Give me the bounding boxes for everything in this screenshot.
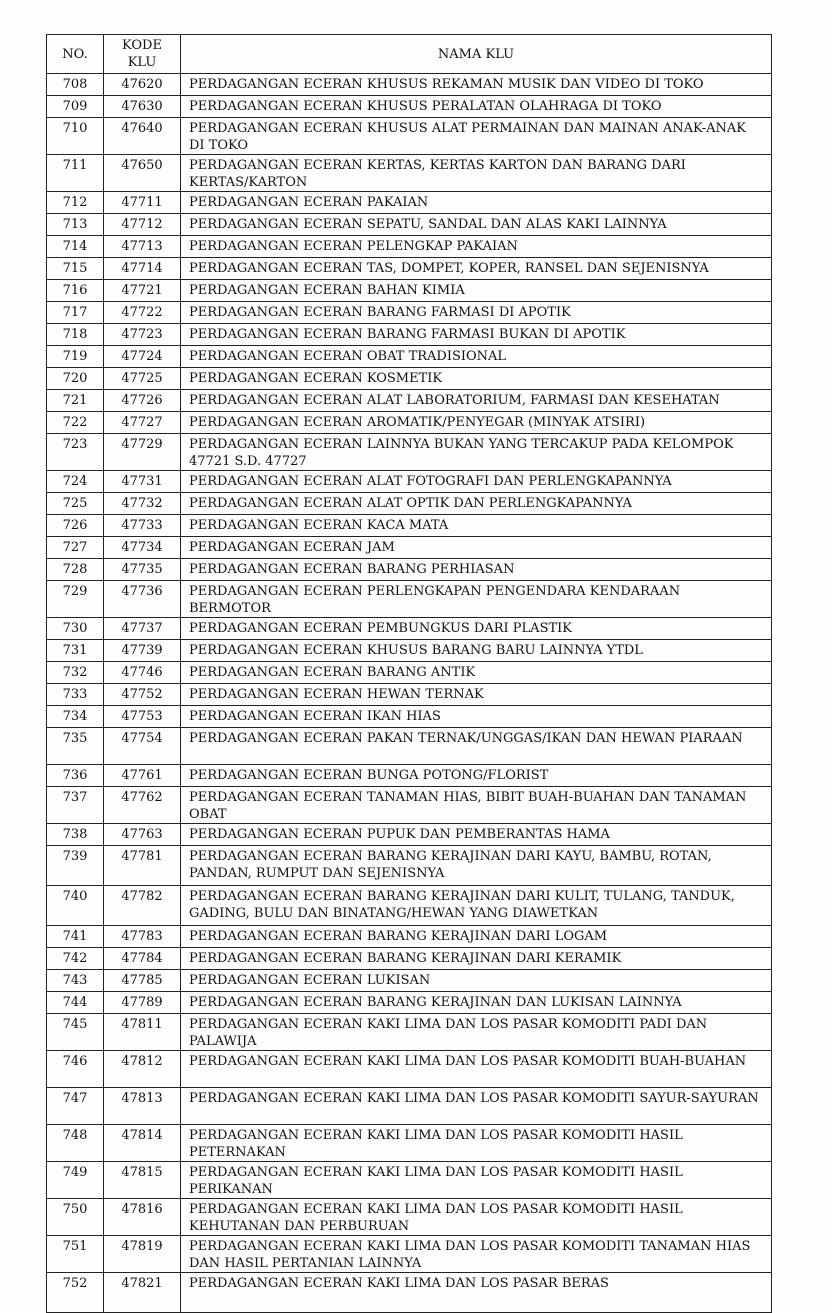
- row-no: 747: [47, 1088, 104, 1125]
- row-nama-klu: PERDAGANGAN ECERAN PAKAN TERNAK/UNGGAS/IKAN DAN HEWAN PIARAAN: [181, 728, 772, 765]
- table-row: [47, 324, 772, 346]
- row-kode-klu: 47630: [104, 96, 181, 118]
- row-kode-klu: 47752: [104, 684, 181, 706]
- table-row: [47, 618, 772, 640]
- row-kode-klu: 47721: [104, 280, 181, 302]
- row-nama-klu: PERDAGANGAN ECERAN JAM: [181, 537, 772, 559]
- row-nama-klu: PERDAGANGAN ECERAN KAKI LIMA DAN LOS PASAR KOMODITI BUAH-BUAHAN: [181, 1051, 772, 1088]
- row-nama-klu: PERDAGANGAN ECERAN ALAT LABORATORIUM, FARMASI DAN KESEHATAN: [181, 390, 772, 412]
- row-no: 729: [47, 581, 104, 618]
- row-kode-klu: 47811: [104, 1014, 181, 1051]
- row-kode-klu: 47814: [104, 1125, 181, 1162]
- row-no: 750: [47, 1199, 104, 1236]
- row-nama-klu: PERDAGANGAN ECERAN IKAN HIAS: [181, 706, 772, 728]
- row-kode-klu: 47731: [104, 471, 181, 493]
- header-row: [47, 35, 772, 74]
- row-kode-klu: 47724: [104, 346, 181, 368]
- row-nama-klu: PERDAGANGAN ECERAN ALAT FOTOGRAFI DAN PERLENGKAPANNYA: [181, 471, 772, 493]
- row-no: 709: [47, 96, 104, 118]
- row-kode-klu: 47729: [104, 434, 181, 471]
- row-no: 730: [47, 618, 104, 640]
- row-no: 752: [47, 1273, 104, 1313]
- table-row: [47, 824, 772, 846]
- table-row: [47, 390, 772, 412]
- row-nama-klu: PERDAGANGAN ECERAN BAHAN KIMIA: [181, 280, 772, 302]
- row-nama-klu: PERDAGANGAN ECERAN BARANG KERAJINAN DAN LUKISAN LAINNYA: [181, 992, 772, 1014]
- row-kode-klu: 47620: [104, 74, 181, 96]
- row-nama-klu: PERDAGANGAN ECERAN KHUSUS BARANG BARU LAINNYA YTDL: [181, 640, 772, 662]
- row-kode-klu: 47727: [104, 412, 181, 434]
- row-kode-klu: 47732: [104, 493, 181, 515]
- table-row: [47, 992, 772, 1014]
- table-row: [47, 192, 772, 214]
- row-nama-klu: PERDAGANGAN ECERAN KAKI LIMA DAN LOS PASAR KOMODITI PADI DAN PALAWIJA: [181, 1014, 772, 1051]
- row-no: 710: [47, 118, 104, 155]
- table-row: [47, 706, 772, 728]
- row-no: 715: [47, 258, 104, 280]
- row-kode-klu: 47723: [104, 324, 181, 346]
- row-kode-klu: 47785: [104, 970, 181, 992]
- table-row: [47, 236, 772, 258]
- row-nama-klu: PERDAGANGAN ECERAN BARANG KERAJINAN DARI KULIT, TULANG, TANDUK, GADING, BULU DAN BINATANG/HEWAN YANG DIAWETKAN: [181, 886, 772, 926]
- row-kode-klu: 47754: [104, 728, 181, 765]
- row-kode-klu: 47650: [104, 155, 181, 192]
- table-row: [47, 346, 772, 368]
- row-no: 727: [47, 537, 104, 559]
- klu-table: [46, 34, 772, 1313]
- row-nama-klu: PERDAGANGAN ECERAN HEWAN TERNAK: [181, 684, 772, 706]
- row-no: 736: [47, 765, 104, 787]
- row-no: 738: [47, 824, 104, 846]
- row-nama-klu: PERDAGANGAN ECERAN BARANG PERHIASAN: [181, 559, 772, 581]
- row-no: 748: [47, 1125, 104, 1162]
- table-row: [47, 258, 772, 280]
- row-nama-klu: PERDAGANGAN ECERAN ALAT OPTIK DAN PERLENGKAPANNYA: [181, 493, 772, 515]
- table-row: [47, 471, 772, 493]
- row-no: 720: [47, 368, 104, 390]
- table-row: [47, 1199, 772, 1236]
- row-kode-klu: 47781: [104, 846, 181, 886]
- row-kode-klu: 47782: [104, 886, 181, 926]
- table-row: [47, 434, 772, 471]
- row-nama-klu: PERDAGANGAN ECERAN KHUSUS ALAT PERMAINAN DAN MAINAN ANAK-ANAK DI TOKO: [181, 118, 772, 155]
- row-kode-klu: 47726: [104, 390, 181, 412]
- table-row: [47, 684, 772, 706]
- row-kode-klu: 47816: [104, 1199, 181, 1236]
- table-body: [47, 74, 772, 1313]
- row-no: 724: [47, 471, 104, 493]
- row-nama-klu: PERDAGANGAN ECERAN TANAMAN HIAS, BIBIT BUAH-BUAHAN DAN TANAMAN OBAT: [181, 787, 772, 824]
- row-nama-klu: PERDAGANGAN ECERAN SEPATU, SANDAL DAN ALAS KAKI LAINNYA: [181, 214, 772, 236]
- table-row: [47, 280, 772, 302]
- row-nama-klu: PERDAGANGAN ECERAN BARANG KERAJINAN DARI LOGAM: [181, 926, 772, 948]
- row-no: 733: [47, 684, 104, 706]
- table-row: [47, 515, 772, 537]
- row-kode-klu: 47783: [104, 926, 181, 948]
- row-nama-klu: PERDAGANGAN ECERAN PEMBUNGKUS DARI PLASTIK: [181, 618, 772, 640]
- row-no: 746: [47, 1051, 104, 1088]
- row-no: 740: [47, 886, 104, 926]
- row-nama-klu: PERDAGANGAN ECERAN BUNGA POTONG/FLORIST: [181, 765, 772, 787]
- row-nama-klu: PERDAGANGAN ECERAN LUKISAN: [181, 970, 772, 992]
- row-kode-klu: 47722: [104, 302, 181, 324]
- row-nama-klu: PERDAGANGAN ECERAN KAKI LIMA DAN LOS PASAR BERAS: [181, 1273, 772, 1313]
- row-nama-klu: PERDAGANGAN ECERAN KAKI LIMA DAN LOS PASAR KOMODITI HASIL PETERNAKAN: [181, 1125, 772, 1162]
- row-nama-klu: PERDAGANGAN ECERAN PUPUK DAN PEMBERANTAS HAMA: [181, 824, 772, 846]
- row-nama-klu: PERDAGANGAN ECERAN KHUSUS REKAMAN MUSIK DAN VIDEO DI TOKO: [181, 74, 772, 96]
- table-row: [47, 537, 772, 559]
- table-row: [47, 846, 772, 886]
- row-nama-klu: PERDAGANGAN ECERAN PELENGKAP PAKAIAN: [181, 236, 772, 258]
- row-kode-klu: 47739: [104, 640, 181, 662]
- table-row: [47, 559, 772, 581]
- row-nama-klu: PERDAGANGAN ECERAN KERTAS, KERTAS KARTON DAN BARANG DARI KERTAS/KARTON: [181, 155, 772, 192]
- row-nama-klu: PERDAGANGAN ECERAN KACA MATA: [181, 515, 772, 537]
- row-kode-klu: 47753: [104, 706, 181, 728]
- row-no: 714: [47, 236, 104, 258]
- table-row: [47, 1088, 772, 1125]
- row-nama-klu: PERDAGANGAN ECERAN TAS, DOMPET, KOPER, RANSEL DAN SEJENISNYA: [181, 258, 772, 280]
- row-nama-klu: PERDAGANGAN ECERAN KAKI LIMA DAN LOS PASAR KOMODITI HASIL KEHUTANAN DAN PERBURUAN: [181, 1199, 772, 1236]
- table-row: [47, 1014, 772, 1051]
- row-no: 745: [47, 1014, 104, 1051]
- row-nama-klu: PERDAGANGAN ECERAN KAKI LIMA DAN LOS PASAR KOMODITI SAYUR-SAYURAN: [181, 1088, 772, 1125]
- row-no: 716: [47, 280, 104, 302]
- row-no: 723: [47, 434, 104, 471]
- table-row: [47, 765, 772, 787]
- row-no: 718: [47, 324, 104, 346]
- row-nama-klu: PERDAGANGAN ECERAN KOSMETIK: [181, 368, 772, 390]
- row-no: 739: [47, 846, 104, 886]
- row-kode-klu: 47819: [104, 1236, 181, 1273]
- row-no: 712: [47, 192, 104, 214]
- table-row: [47, 886, 772, 926]
- table-row: [47, 214, 772, 236]
- table-row: [47, 1236, 772, 1273]
- row-no: 721: [47, 390, 104, 412]
- row-nama-klu: PERDAGANGAN ECERAN BARANG KERAJINAN DARI KAYU, BAMBU, ROTAN, PANDAN, RUMPUT DAN SEJENISNYA: [181, 846, 772, 886]
- row-kode-klu: 47762: [104, 787, 181, 824]
- row-kode-klu: 47733: [104, 515, 181, 537]
- header-nama-klu: NAMA KLU: [181, 35, 772, 74]
- header-kode-text: KODE KLU: [122, 38, 162, 70]
- row-kode-klu: 47763: [104, 824, 181, 846]
- row-nama-klu: PERDAGANGAN ECERAN BARANG FARMASI DI APOTIK: [181, 302, 772, 324]
- table-row: [47, 948, 772, 970]
- row-nama-klu: PERDAGANGAN ECERAN KHUSUS PERALATAN OLAHRAGA DI TOKO: [181, 96, 772, 118]
- row-kode-klu: 47815: [104, 1162, 181, 1199]
- table-row: [47, 1051, 772, 1088]
- table-row: [47, 926, 772, 948]
- table-row: [47, 368, 772, 390]
- row-no: 713: [47, 214, 104, 236]
- table-row: [47, 970, 772, 992]
- row-kode-klu: 47713: [104, 236, 181, 258]
- row-nama-klu: PERDAGANGAN ECERAN KAKI LIMA DAN LOS PASAR KOMODITI HASIL PERIKANAN: [181, 1162, 772, 1199]
- table-header: [47, 35, 772, 74]
- row-no: 749: [47, 1162, 104, 1199]
- row-no: 719: [47, 346, 104, 368]
- row-kode-klu: 47813: [104, 1088, 181, 1125]
- row-no: 732: [47, 662, 104, 684]
- row-nama-klu: PERDAGANGAN ECERAN BARANG KERAJINAN DARI KERAMIK: [181, 948, 772, 970]
- row-kode-klu: 47812: [104, 1051, 181, 1088]
- row-nama-klu: PERDAGANGAN ECERAN KAKI LIMA DAN LOS PASAR KOMODITI TANAMAN HIAS DAN HASIL PERTANIAN LAINNYA: [181, 1236, 772, 1273]
- row-kode-klu: 47640: [104, 118, 181, 155]
- row-kode-klu: 47746: [104, 662, 181, 684]
- row-no: 708: [47, 74, 104, 96]
- row-no: 711: [47, 155, 104, 192]
- row-no: 726: [47, 515, 104, 537]
- row-nama-klu: PERDAGANGAN ECERAN PAKAIAN: [181, 192, 772, 214]
- row-nama-klu: PERDAGANGAN ECERAN BARANG FARMASI BUKAN DI APOTIK: [181, 324, 772, 346]
- row-kode-klu: 47736: [104, 581, 181, 618]
- row-kode-klu: 47734: [104, 537, 181, 559]
- table-row: [47, 1273, 772, 1313]
- table-row: [47, 302, 772, 324]
- table-row: [47, 581, 772, 618]
- table-row: [47, 728, 772, 765]
- row-no: 731: [47, 640, 104, 662]
- table-row: [47, 1125, 772, 1162]
- row-kode-klu: 47712: [104, 214, 181, 236]
- row-kode-klu: 47725: [104, 368, 181, 390]
- row-no: 725: [47, 493, 104, 515]
- row-no: 735: [47, 728, 104, 765]
- row-kode-klu: 47737: [104, 618, 181, 640]
- row-no: 728: [47, 559, 104, 581]
- row-kode-klu: 47761: [104, 765, 181, 787]
- table-row: [47, 412, 772, 434]
- row-kode-klu: 47821: [104, 1273, 181, 1313]
- table-row: [47, 493, 772, 515]
- row-no: 722: [47, 412, 104, 434]
- row-kode-klu: 47735: [104, 559, 181, 581]
- row-nama-klu: PERDAGANGAN ECERAN LAINNYA BUKAN YANG TERCAKUP PADA KELOMPOK 47721 S.D. 47727: [181, 434, 772, 471]
- row-nama-klu: PERDAGANGAN ECERAN AROMATIK/PENYEGAR (MINYAK ATSIRI): [181, 412, 772, 434]
- row-no: 744: [47, 992, 104, 1014]
- row-no: 743: [47, 970, 104, 992]
- row-no: 751: [47, 1236, 104, 1273]
- table-row: [47, 1162, 772, 1199]
- row-nama-klu: PERDAGANGAN ECERAN OBAT TRADISIONAL: [181, 346, 772, 368]
- row-kode-klu: 47789: [104, 992, 181, 1014]
- row-no: 742: [47, 948, 104, 970]
- row-kode-klu: 47711: [104, 192, 181, 214]
- table-row: [47, 96, 772, 118]
- row-nama-klu: PERDAGANGAN ECERAN BARANG ANTIK: [181, 662, 772, 684]
- row-no: 717: [47, 302, 104, 324]
- table-row: [47, 640, 772, 662]
- table-row: [47, 74, 772, 96]
- row-kode-klu: 47714: [104, 258, 181, 280]
- header-no: NO.: [47, 35, 104, 74]
- row-no: 734: [47, 706, 104, 728]
- table-row: [47, 662, 772, 684]
- row-no: 741: [47, 926, 104, 948]
- row-kode-klu: 47784: [104, 948, 181, 970]
- table-row: [47, 155, 772, 192]
- row-no: 737: [47, 787, 104, 824]
- header-kode-klu: [104, 35, 181, 74]
- table-row: [47, 118, 772, 155]
- table-row: [47, 787, 772, 824]
- row-nama-klu: PERDAGANGAN ECERAN PERLENGKAPAN PENGENDARA KENDARAAN BERMOTOR: [181, 581, 772, 618]
